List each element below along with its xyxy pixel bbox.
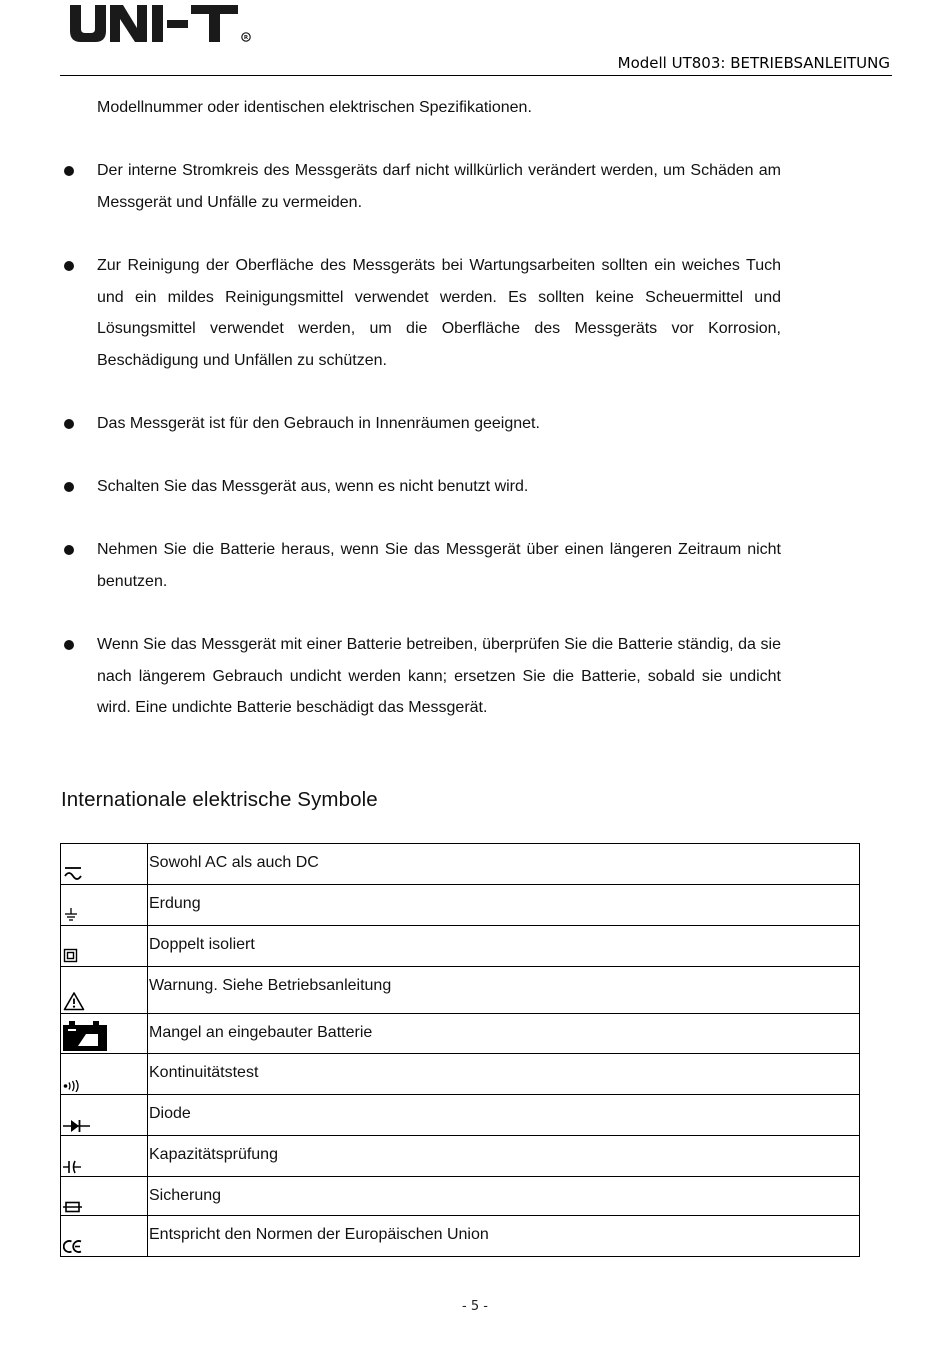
- bullet-item-internal-circuit: Der interne Stromkreis des Messgeräts darf nicht willkürlich verändert werden, um Schäden am Messgerät und Unfälle zu vermeiden.: [97, 162, 781, 211]
- symbol-cell: [61, 1177, 148, 1216]
- symbol-cell: [61, 1136, 148, 1177]
- bullet-dot: [64, 166, 74, 176]
- svg-text:R: R: [243, 35, 249, 42]
- symbol-description: Mangel an eingebauter Batterie: [148, 1014, 860, 1054]
- table-row: [61, 844, 860, 885]
- continuity-icon: [63, 1080, 81, 1092]
- table-row: [61, 1216, 860, 1257]
- capacitor-icon: [63, 1160, 83, 1174]
- uni-t-logo: [68, 2, 258, 44]
- table-row: [61, 1136, 860, 1177]
- symbols-table: [60, 843, 860, 1257]
- double-insulation-icon: [63, 948, 79, 964]
- symbol-description: Entspricht den Normen der Europäischen Union: [148, 1216, 860, 1257]
- bullet-item-cleaning: Zur Reinigung der Oberfläche des Messgeräts bei Wartungsarbeiten sollten ein weiches Tuch und ein mildes Reinigungsmittel verwendet werden. Es sollten keine Scheuermittel und Lösungsmittel verwendet werden, um die Oberfläche des Messgeräts vor Korrosion, Beschädigung und Unfällen zu schützen.: [97, 257, 781, 369]
- paragraph-continuation: Modellnummer oder identischen elektrischen Spezifikationen.: [97, 99, 532, 116]
- symbol-cell: [61, 967, 148, 1014]
- ce-mark-icon: [63, 1239, 83, 1254]
- bullet-dot: [64, 545, 74, 555]
- warning-icon: [63, 991, 85, 1011]
- page-number: - 5 -: [462, 1299, 488, 1314]
- table-row: [61, 1014, 860, 1054]
- symbol-description: Diode: [148, 1095, 860, 1136]
- symbol-description: Sicherung: [148, 1177, 860, 1216]
- symbol-description: Erdung: [148, 885, 860, 926]
- table-row: [61, 1095, 860, 1136]
- header-divider: [60, 75, 892, 76]
- table-row: [61, 885, 860, 926]
- table-row: [61, 967, 860, 1014]
- symbol-cell: [61, 1095, 148, 1136]
- symbol-description: Kontinuitätstest: [148, 1054, 860, 1095]
- bullet-item-indoor-use: Das Messgerät ist für den Gebrauch in Innenräumen geeignet.: [97, 415, 540, 432]
- ground-icon: [63, 907, 79, 923]
- symbol-cell: [61, 1216, 148, 1257]
- symbol-description: Warnung. Siehe Betriebsanleitung: [148, 967, 860, 1014]
- ac-dc-icon: [63, 866, 83, 882]
- symbol-cell: [61, 1054, 148, 1095]
- diode-icon: [63, 1119, 91, 1133]
- fuse-icon: [63, 1201, 83, 1213]
- table-row: [61, 1177, 860, 1216]
- table-row: [61, 926, 860, 967]
- bullet-dot: [64, 482, 74, 492]
- symbol-cell: [61, 885, 148, 926]
- bullet-dot: [64, 419, 74, 429]
- symbol-description: Sowohl AC als auch DC: [148, 844, 860, 885]
- symbol-cell: [61, 844, 148, 885]
- symbol-cell: [61, 926, 148, 967]
- symbol-description: Doppelt isoliert: [148, 926, 860, 967]
- bullet-item-switch-off: Schalten Sie das Messgerät aus, wenn es nicht benutzt wird.: [97, 478, 529, 495]
- symbol-cell: [61, 1014, 148, 1054]
- bullet-dot: [64, 261, 74, 271]
- bullet-dot: [64, 640, 74, 650]
- battery-icon: [63, 1020, 107, 1051]
- symbol-description: Kapazitätsprüfung: [148, 1136, 860, 1177]
- table-row: [61, 1054, 860, 1095]
- bullet-item-remove-battery: Nehmen Sie die Batterie heraus, wenn Sie das Messgerät über einen längeren Zeitraum nicht benutzen.: [97, 541, 781, 590]
- bullet-item-battery-leak: Wenn Sie das Messgerät mit einer Batterie betreiben, überprüfen Sie die Batterie ständig, da sie nach längerem Gebrauch undicht werden kann; ersetzen Sie die Batterie, sobald sie undicht wird. Eine undichte Batterie beschädigt das Messgerät.: [97, 636, 781, 717]
- document-header-title: Modell UT803: BETRIEBSANLEITUNG: [617, 54, 890, 72]
- section-title: Internationale elektrische Symbole: [61, 788, 378, 811]
